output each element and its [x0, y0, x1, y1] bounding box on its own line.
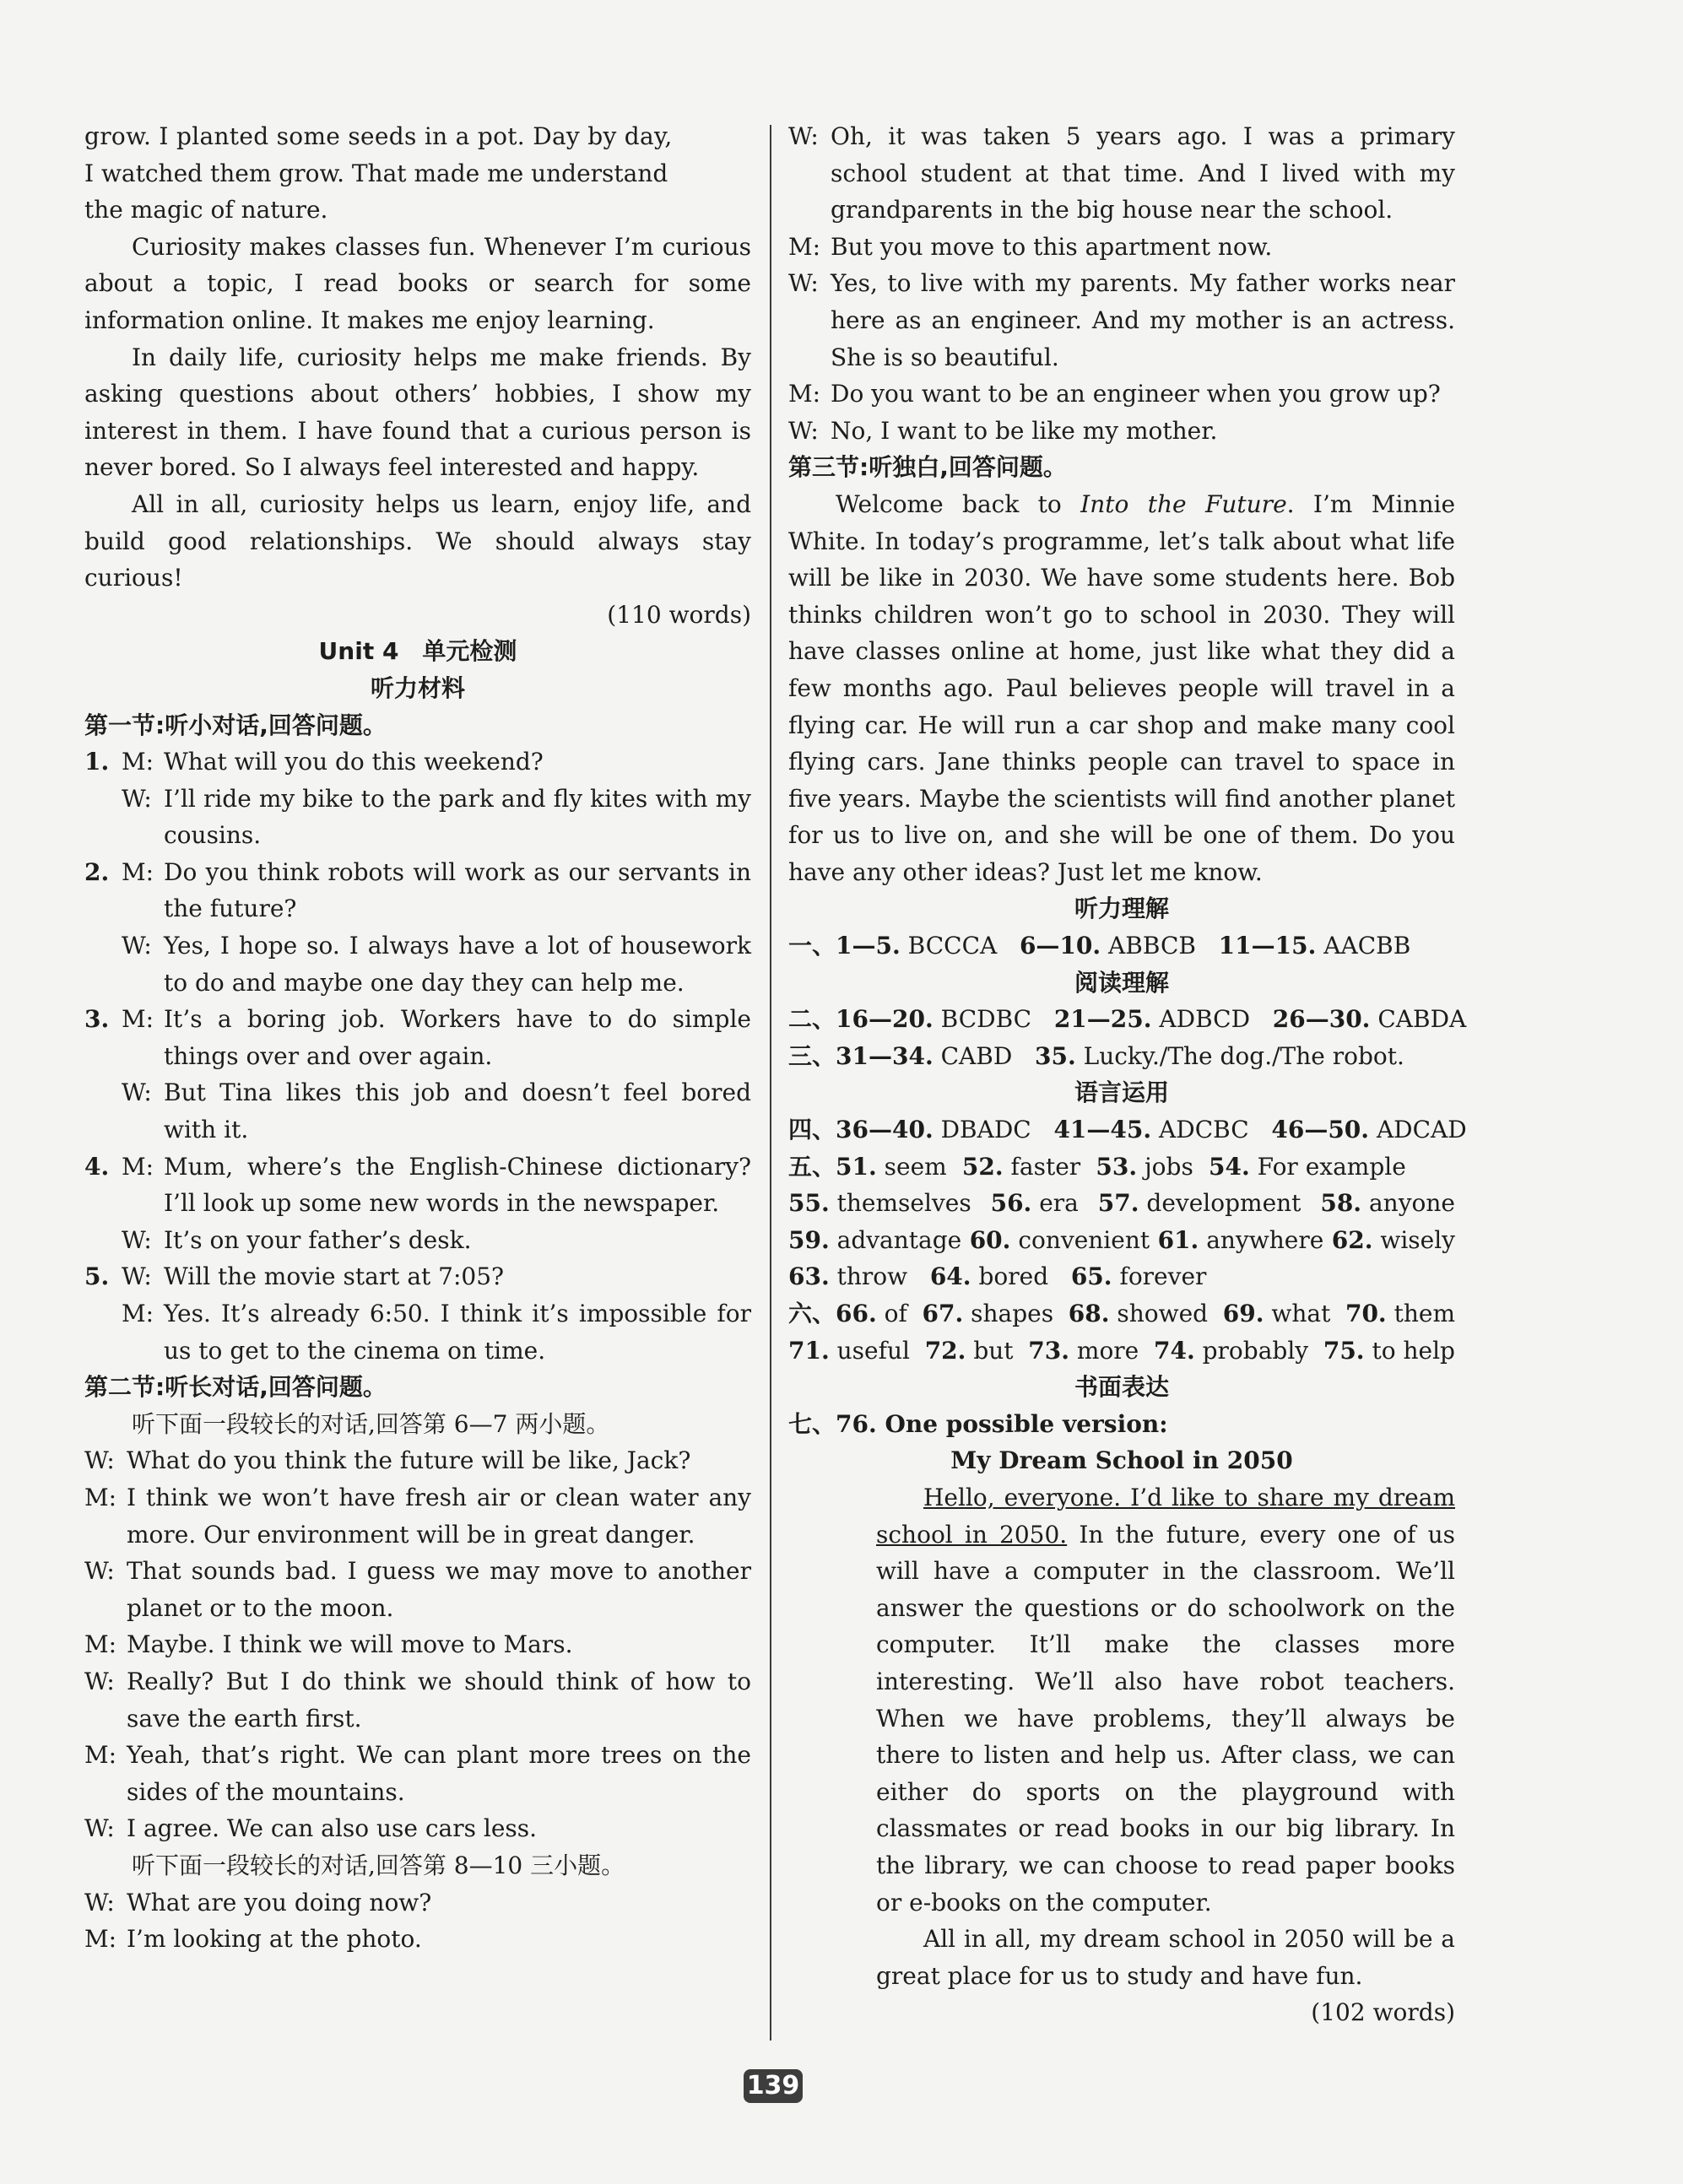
dialogue-line: W: Yes, I hope so. I always have a lot of housework to do and maybe one day they can help me. — [122, 932, 751, 997]
heading-listening: 听力理解 — [1074, 895, 1169, 923]
monologue: Welcome back to Into the Future. I’m Minnie White. In today’s programme, let’s talk about what life will be like in 2030. We have some students here. Bob thinks children won’t go to school in 2030. They will have classes online at home, just like what they did a few months ago. Paul believes people will travel in a flying car. He will run a car shop and make many cool flying cars. Jane thinks people can travel to space in five years. Maybe the scientists will find another planet for us to live on, and she will be one of them. Do you have any other ideas? Just let me know. — [788, 489, 1456, 886]
answer-row-5a: 五、51. seem 52. faster 53. jobs 54. For example — [788, 1152, 1406, 1181]
dialogue-line: W: Really? But I do think we should think of how to save the earth first. — [84, 1667, 751, 1733]
dialogue-line: 1. M: What will you do this weekend? — [84, 748, 544, 776]
word-count: (110 words) — [607, 600, 751, 629]
essay-paragraph: All in all, curiosity helps us learn, enjoy life, and build good relationships. We should always stay curious! — [84, 489, 751, 592]
answer-row-4: 四、36—40. DBADC 41—45. ADCBC 46—50. ADCAD — [788, 1116, 1467, 1144]
short-dialogues — [84, 743, 751, 1369]
section1-title: 第一节:听小对话,回答问题。 — [84, 711, 387, 739]
program-name: Into the Future — [1080, 489, 1287, 518]
page-number: 139 — [744, 2069, 803, 2103]
essay-paragraph: Hello, everyone. I’d like to share my dream school in 2050. In the future, every one of us will have a computer in the classroom. We’ll answer the questions or do schoolwork on the computer. It’ll make the classes more interesting. We’ll also have robot teachers. When we have problems, they’ll always be there to listen and help us. After class, we can either do sports on the playground with classmates or read books in our big library. In the library, we can choose to read paper books or e-books on the computer. — [876, 1483, 1455, 1916]
right-column — [788, 118, 1467, 2031]
listening-material-title: 听力材料 — [370, 673, 465, 702]
word-count: (102 words) — [1311, 1998, 1455, 2027]
left-column — [84, 118, 751, 1958]
answer-row-6a: 六、66. of 67. shapes 68. showed 69. what 70. them — [788, 1300, 1455, 1327]
essay-line: grow. I planted some seeds in a pot. Day by day, — [84, 122, 673, 150]
dialogue-line: W: But Tina likes this job and doesn’t feel bored with it. — [122, 1078, 751, 1144]
heading-language: 语言运用 — [1074, 1078, 1169, 1107]
section2-title: 第二节:听长对话,回答问题。 — [84, 1373, 387, 1402]
essay-ending — [84, 118, 751, 633]
dialogue-line: W: What are you doing now? — [84, 1888, 432, 1916]
instruction: 听下面一段较长的对话,回答第 8—10 三小题。 — [132, 1851, 625, 1879]
answer-row-5b: 55. themselves 56. era 57. development 58. anyone — [788, 1189, 1455, 1218]
essay-paragraph: Curiosity makes classes fun. Whenever I’m curious about a topic, I read books or search for some information online. It makes me enjoy learning. — [84, 232, 751, 334]
long-dialogue-2-continued — [788, 118, 1455, 449]
dialogue-line: M: Maybe. I think we will move to Mars. — [84, 1630, 573, 1659]
instruction: 听下面一段较长的对话,回答第 6—7 两小题。 — [132, 1409, 610, 1438]
dialogue-line: 5. W: Will the movie start at 7:05? — [84, 1262, 505, 1291]
model-essay — [788, 1479, 1455, 2031]
essay-paragraph: All in all, my dream school in 2050 will be a great place for us to study and have fun. — [876, 1925, 1455, 1990]
essay-line: I watched them grow. That made me understand — [84, 159, 668, 187]
section3-title: 第三节:听独白,回答问题。 — [788, 453, 1067, 482]
dialogue-line: 4. M: Mum, where’s the English-Chinese dictionary? I’ll look up some new words in the newspaper. — [84, 1152, 751, 1218]
dialogue-line: M: Do you want to be an engineer when you grow up? — [788, 380, 1441, 408]
dialogue-line: W: That sounds bad. I guess we may move to another planet or to the moon. — [84, 1557, 751, 1622]
dialogue-line: W: I’ll ride my bike to the park and fly kites with my cousins. — [122, 784, 751, 850]
answer-row-5c: 59. advantage 60. convenient 61. anywhere 62. wisely — [788, 1225, 1455, 1254]
column-divider — [770, 125, 771, 2041]
dialogue-line: W: No, I want to be like my mother. — [788, 416, 1218, 445]
dialogue-line: 2. M: Do you think robots will work as our servants in the future? — [84, 857, 751, 923]
answer-row-1: 一、1—5. BCCCA 6—10. ABBCB 11—15. AACBB — [788, 932, 1411, 960]
heading-writing: 书面表达 — [1074, 1373, 1169, 1402]
dialogue-line: 3. M: It’s a boring job. Workers have to do simple things over and over again. — [84, 1005, 751, 1070]
unit-title: Unit 4 单元检测 — [318, 637, 517, 666]
long-dialogue-2 — [84, 1884, 751, 1958]
dialogue-line: M: Yes. It’s already 6:50. I think it’s impossible for us to get to the cinema on time. — [122, 1300, 751, 1365]
dialogue-line: W: What do you think the future will be like, Jack? — [84, 1446, 691, 1475]
dialogue-line: W: Yes, to live with my parents. My father works near here as an engineer. And my mother is an actress. She is so beautiful. — [788, 269, 1455, 371]
dialogue-line: W: Oh, it was taken 5 years ago. I was a primary school student at that time. And I lived with my grandparents in the big house near the school. — [788, 122, 1455, 224]
essay-paragraph: In daily life, curiosity helps me make friends. By asking questions about others’ hobbies, I show my interest in them. I have found that a curious person is never bored. So I always feel interested and happy. — [84, 343, 751, 482]
heading-reading: 阅读理解 — [1074, 968, 1169, 997]
essay-title: My Dream School in 2050 — [950, 1446, 1293, 1475]
writing-label: 七、76. One possible version: — [788, 1409, 1168, 1438]
answer-row-6b: 71. useful 72. but 73. more 74. probably 75. to help — [788, 1336, 1455, 1365]
answer-row-2: 二、16—20. BCDBC 21—25. ADBCD 26—30. CABDA — [788, 1005, 1467, 1034]
answer-row-5d: 63. throw 64. bored 65. forever — [788, 1262, 1207, 1291]
dialogue-line: M: I think we won’t have fresh air or clean water any more. Our environment will be in great danger. — [84, 1483, 751, 1549]
dialogue-line: M: I’m looking at the photo. — [84, 1925, 422, 1954]
essay-line: the magic of nature. — [84, 196, 328, 224]
dialogue-line: M: Yeah, that’s right. We can plant more trees on the sides of the mountains. — [84, 1741, 751, 1806]
answer-row-3: 三、31—34. CABD 35. Lucky./The dog./The robot. — [788, 1041, 1404, 1070]
essay-opening-sentence: Hello, everyone. I’d like to share my dream school in 2050. — [876, 1483, 1455, 1549]
dialogue-line: W: It’s on your father’s desk. — [122, 1225, 472, 1254]
dialogue-line: M: But you move to this apartment now. — [788, 232, 1273, 261]
dialogue-line: W: I agree. We can also use cars less. — [84, 1814, 538, 1843]
long-dialogue-1 — [84, 1442, 751, 1847]
